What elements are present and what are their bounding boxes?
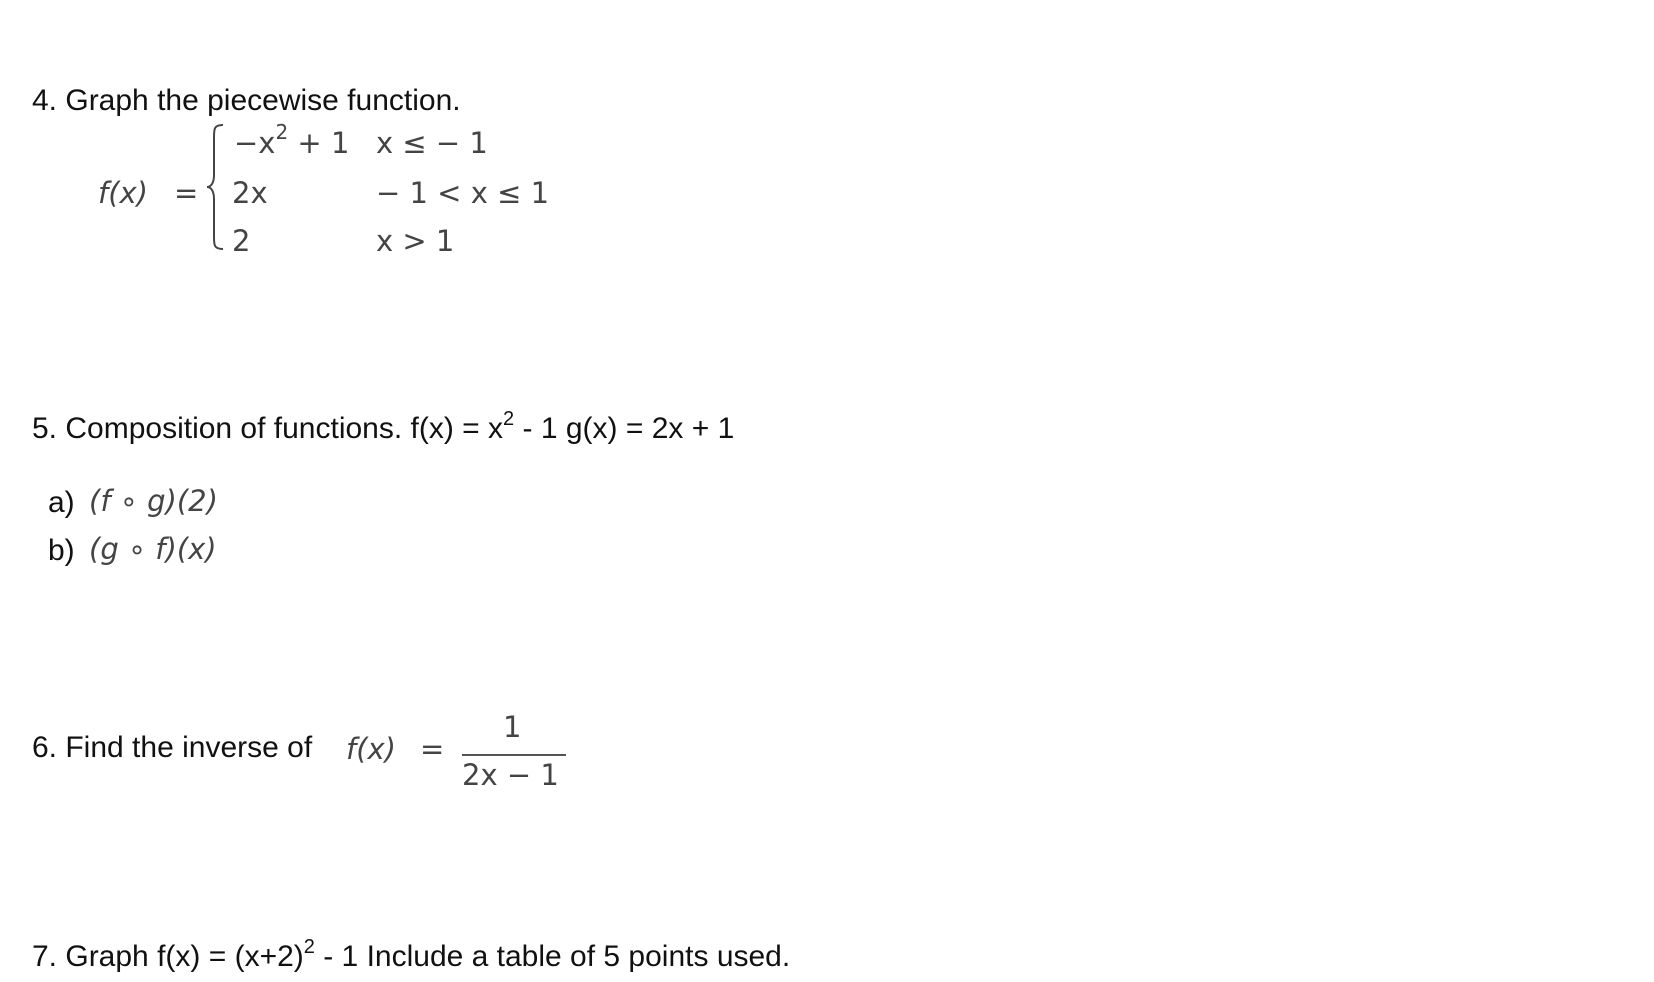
q5-title-pre: 5. Composition of functions. f(x) = x	[32, 412, 504, 445]
q4-case-1-exponent: 2	[275, 120, 289, 144]
q4-case-2-expression: 2x	[232, 176, 268, 210]
q6-equals-sign: =	[420, 732, 445, 766]
q7-text-pre: 7. Graph f(x) = (x+2)	[32, 940, 304, 973]
q6-title: 6. Find the inverse of	[32, 731, 313, 764]
q5-part-b-expression: (g ∘ f)(x)	[89, 532, 217, 566]
q5-part-a-label: a)	[48, 486, 75, 519]
q6-denominator: 2x − 1	[462, 758, 559, 792]
q5-part-b-label: b)	[48, 534, 75, 567]
q7-text-post: - 1 Include a table of 5 points used.	[314, 940, 791, 973]
q4-case-1-expr-tail: + 1	[288, 126, 350, 160]
q4-case-3-condition: x > 1	[376, 224, 455, 258]
q4-case-2-condition: − 1 < x ≤ 1	[376, 176, 550, 210]
q7-exponent: 2	[303, 936, 315, 958]
q6-fraction-bar	[462, 754, 566, 756]
q5-title-exponent: 2	[503, 408, 515, 430]
q5-title	[32, 408, 735, 446]
q4-equals-sign: =	[174, 176, 199, 210]
q6-numerator: 1	[503, 710, 522, 744]
q4-function-name: f(x)	[98, 176, 148, 210]
q4-case-1-expr-base: −x	[234, 126, 276, 160]
q5-title-post: - 1 g(x) = 2x + 1	[514, 412, 735, 445]
q4-case-1-condition: x ≤ − 1	[376, 126, 488, 160]
q4-case-1-expression	[234, 120, 350, 160]
q4-case-3-expression: 2	[232, 224, 251, 258]
q7-text	[32, 936, 791, 974]
left-brace-icon	[205, 123, 227, 251]
q6-function-name: f(x)	[346, 732, 396, 766]
q5-part-a-expression: (f ∘ g)(2)	[89, 484, 218, 518]
q4-title: 4. Graph the piecewise function.	[32, 84, 461, 117]
